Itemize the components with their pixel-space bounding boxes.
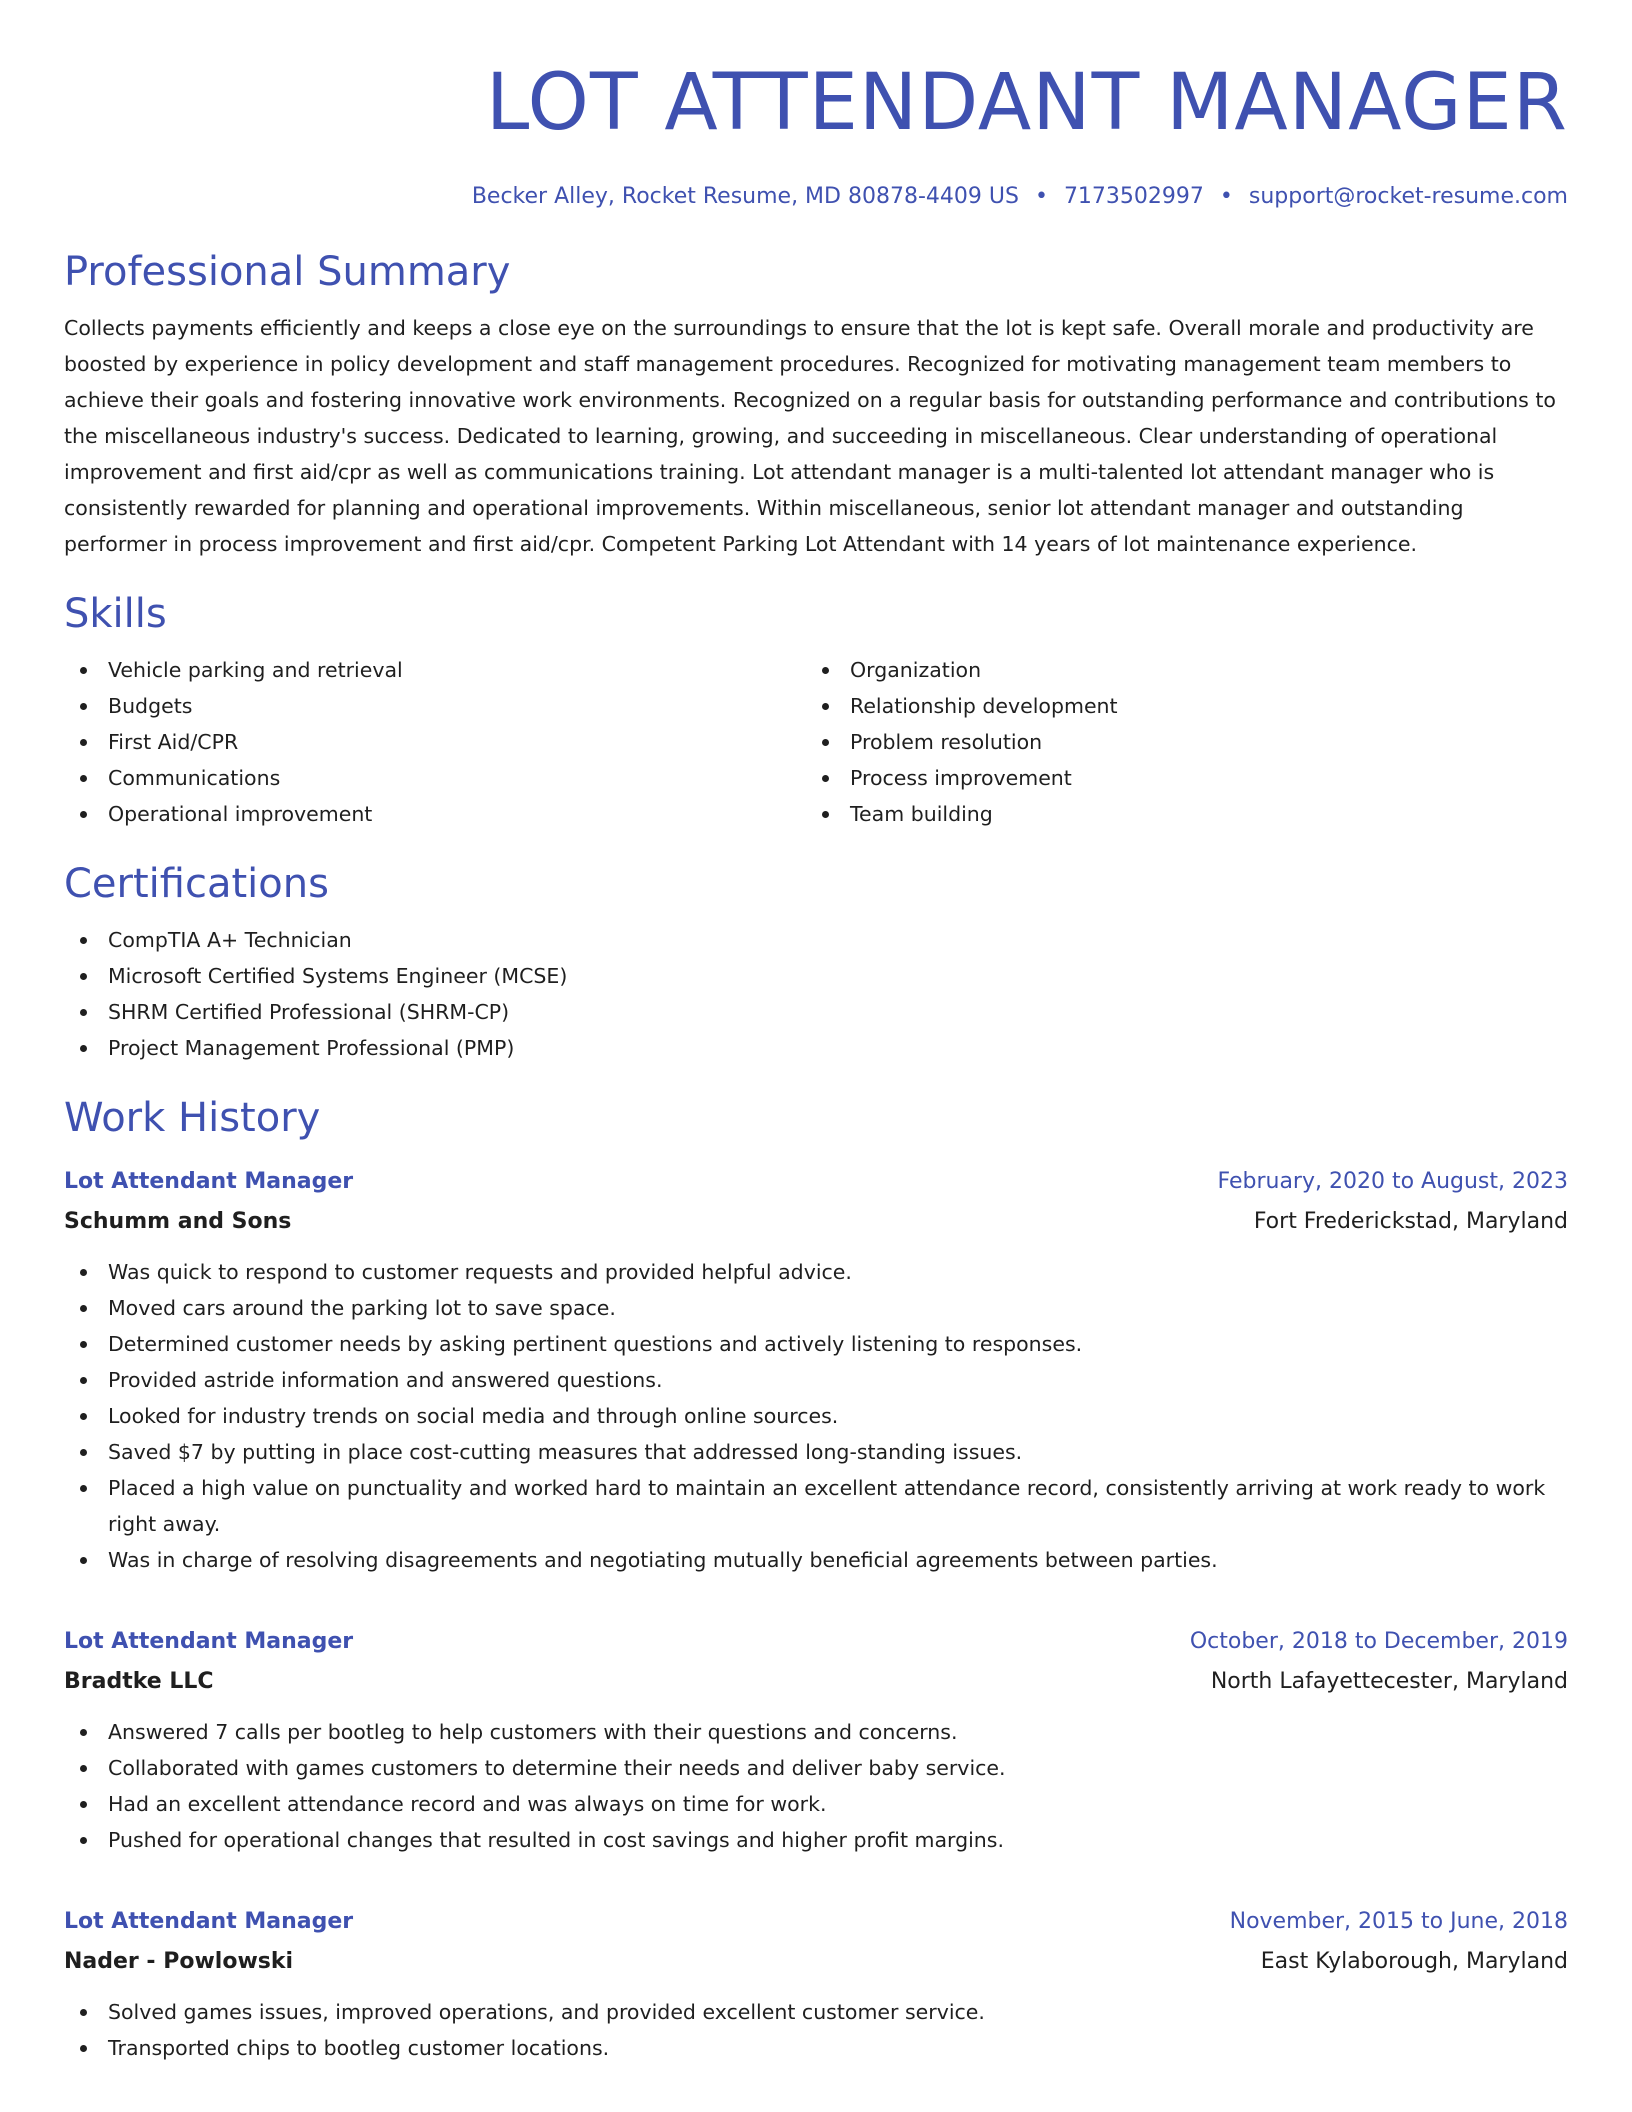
certification-item: Project Management Professional (PMP) bbox=[64, 1030, 1568, 1066]
job-location: East Kylaborough, Maryland bbox=[1260, 1949, 1568, 1974]
job-dates: February, 2020 to August, 2023 bbox=[1217, 1169, 1568, 1194]
skill-item: Operational improvement bbox=[64, 796, 806, 832]
job-bullet: Was in charge of resolving disagreements and negotiating mutually beneficial agreements between parties. bbox=[64, 1542, 1568, 1578]
skill-item: Problem resolution bbox=[806, 724, 1548, 760]
skills-column-left bbox=[64, 652, 806, 832]
certification-item: CompTIA A+ Technician bbox=[64, 922, 1568, 958]
skills-column-right bbox=[806, 652, 1548, 832]
job-dates: November, 2015 to June, 2018 bbox=[1229, 1909, 1568, 1934]
job-company: Schumm and Sons bbox=[64, 1209, 292, 1234]
job-company: Bradtke LLC bbox=[64, 1669, 214, 1694]
job-bullet: Pushed for operational changes that resulted in cost savings and higher profit margins. bbox=[64, 1822, 1568, 1858]
job-bullet: Provided astride information and answered questions. bbox=[64, 1362, 1568, 1398]
job-bullet: Collaborated with games customers to determine their needs and deliver baby service. bbox=[64, 1750, 1568, 1786]
skill-item: Budgets bbox=[64, 688, 806, 724]
job-bullet: Had an excellent attendance record and was always on time for work. bbox=[64, 1786, 1568, 1822]
skills-section bbox=[64, 590, 1568, 832]
certifications-section bbox=[64, 860, 1568, 1066]
skills-heading: Skills bbox=[64, 591, 167, 637]
job-entry bbox=[64, 1622, 1568, 1858]
skill-item: Relationship development bbox=[806, 688, 1548, 724]
job-bullet: Solved games issues, improved operations, and provided excellent customer service. bbox=[64, 1994, 1568, 2030]
certification-item: SHRM Certified Professional (SHRM-CP) bbox=[64, 994, 1568, 1030]
job-location: North Lafayettecester, Maryland bbox=[1210, 1669, 1568, 1694]
contact-separator: • bbox=[1219, 184, 1233, 209]
skill-item: Team building bbox=[806, 796, 1548, 832]
job-bullet: Looked for industry trends on social media and through online sources. bbox=[64, 1398, 1568, 1434]
work-history-heading: Work History bbox=[64, 1095, 321, 1141]
contact-line bbox=[64, 182, 1568, 212]
job-dates: October, 2018 to December, 2019 bbox=[1189, 1629, 1568, 1654]
job-entry bbox=[64, 1162, 1568, 1578]
job-bullet: Transported chips to bootleg customer locations. bbox=[64, 2030, 1568, 2066]
skill-item: Communications bbox=[64, 760, 806, 796]
job-title: Lot Attendant Manager bbox=[64, 1629, 354, 1654]
job-bullet: Saved $7 by putting in place cost-cutting measures that addressed long-standing issues. bbox=[64, 1434, 1568, 1470]
skill-item: Vehicle parking and retrieval bbox=[64, 652, 806, 688]
job-location: Fort Frederickstad, Maryland bbox=[1253, 1209, 1568, 1234]
job-entry bbox=[64, 1902, 1568, 2066]
skill-item: Process improvement bbox=[806, 760, 1548, 796]
job-bullet: Determined customer needs by asking pertinent questions and actively listening to responses. bbox=[64, 1326, 1568, 1362]
skills-grid bbox=[64, 652, 1568, 832]
certification-item: Microsoft Certified Systems Engineer (MCSE) bbox=[64, 958, 1568, 994]
summary-text: Collects payments efficiently and keeps a close eye on the surroundings to ensure that the lot is kept safe. Overall morale and productivity are boosted by experience in policy development and staff management procedures. Recognized for motivating management team members to achieve their goals and fostering innovative work environments. Recognized on a regular basis for outstanding performance and contributions to the miscellaneous industry's success. Dedicated to learning, growing, and succeeding in miscellaneous. Clear understanding of operational improvement and first aid/cpr as well as communications training. Lot attendant manager is a multi-talented lot attendant manager who is consistently rewarded for planning and operational improvements. Within miscellaneous, senior lot attendant manager and outstanding performer in process improvement and first aid/cpr. Competent Parking Lot Attendant with 14 years of lot maintenance experience. bbox=[64, 316, 1556, 556]
certifications-heading: Certifications bbox=[64, 861, 329, 907]
job-title: Lot Attendant Manager bbox=[64, 1909, 354, 1934]
contact-address: Becker Alley, Rocket Resume, MD 80878-4409 US bbox=[471, 184, 1019, 209]
resume-header bbox=[64, 48, 1568, 212]
candidate-name: LOT ATTENDANT MANAGER bbox=[485, 58, 1568, 148]
contact-phone[interactable]: 7173502997 bbox=[1063, 184, 1204, 209]
skill-item: First Aid/CPR bbox=[64, 724, 806, 760]
job-bullet: Placed a high value on punctuality and worked hard to maintain an excellent attendance record, consistently arriving at work ready to work right away. bbox=[64, 1470, 1568, 1542]
skill-item: Organization bbox=[806, 652, 1548, 688]
summary-heading: Professional Summary bbox=[64, 249, 511, 295]
job-bullet: Was quick to respond to customer requests and provided helpful advice. bbox=[64, 1254, 1568, 1290]
job-company: Nader - Powlowski bbox=[64, 1949, 294, 1974]
contact-separator: • bbox=[1034, 184, 1048, 209]
job-bullet: Answered 7 calls per bootleg to help customers with their questions and concerns. bbox=[64, 1714, 1568, 1750]
job-bullet: Moved cars around the parking lot to save space. bbox=[64, 1290, 1568, 1326]
summary-section bbox=[64, 248, 1568, 562]
job-title: Lot Attendant Manager bbox=[64, 1169, 354, 1194]
contact-email[interactable]: support@rocket-resume.com bbox=[1248, 184, 1568, 209]
work-history-section bbox=[64, 1094, 1568, 2066]
